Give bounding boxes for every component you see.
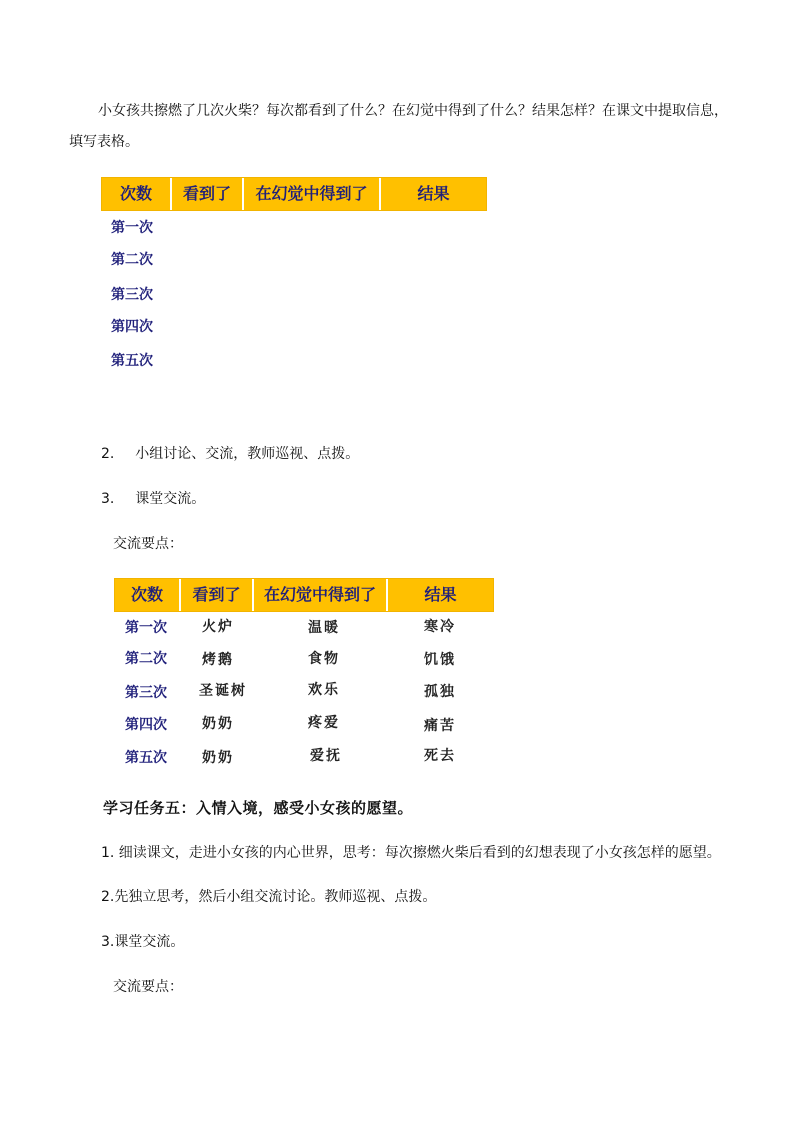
table2-cell-got: 欢乐 (308, 682, 340, 698)
table2-cell-seen: 奶奶 (202, 750, 234, 766)
table2-cell-seen: 烤鹅 (202, 652, 234, 668)
table2-cell-seen: 奶奶 (202, 716, 234, 732)
task5-points-label: 交流要点： (113, 979, 183, 995)
table2-row-label: 第三次 (125, 685, 167, 701)
intro-line-1: 小女孩共擦燃了几次火柴？每次都看到了什么？在幻觉中得到了什么？结果怎样？在课文中提取信息， (98, 103, 728, 119)
table2-row-label: 第四次 (125, 717, 167, 733)
table1-row-label: 第一次 (111, 220, 153, 236)
table2-cell-got: 疼爱 (308, 715, 340, 731)
table2-header (114, 578, 494, 612)
points-label: 交流要点： (113, 536, 183, 552)
table2-cell-result: 寒冷 (424, 619, 456, 635)
table2-row-label: 第二次 (125, 651, 167, 667)
table1-row-label: 第二次 (111, 252, 153, 268)
task5-item: 2.先独立思考，然后小组交流讨论。教师巡视、点拨。 (101, 889, 437, 905)
task5-heading: 学习任务五：入情入境，感受小女孩的愿望。 (103, 799, 414, 817)
task5-item: 3.课堂交流。 (101, 934, 185, 950)
intro-line-2: 填写表格。 (69, 134, 139, 150)
step-text: 小组讨论、交流，教师巡视、点拨。 (135, 446, 360, 462)
table1-row-label: 第三次 (111, 287, 153, 303)
table1-row-label: 第四次 (111, 319, 153, 335)
table1-header (101, 177, 487, 211)
table2-header-got: 在幻觉中得到了 (254, 579, 388, 611)
table2-cell-seen: 圣诞树 (199, 683, 247, 699)
table1-header-got: 在幻觉中得到了 (244, 178, 381, 210)
table2-cell-result: 孤独 (424, 684, 456, 700)
table2-cell-seen: 火炉 (202, 619, 234, 635)
table2-cell-got: 温暖 (308, 620, 340, 636)
table2-cell-got: 食物 (308, 651, 340, 667)
table2-header-seen: 看到了 (181, 579, 254, 611)
step-number: 3. (101, 491, 115, 507)
table2-header-result: 结果 (388, 579, 493, 611)
table2-cell-result: 死去 (424, 748, 456, 764)
task5-item: 1. 细读课文，走进小女孩的内心世界，思考：每次擦燃火柴后看到的幻想表现了小女孩怎样的愿望。 (101, 845, 721, 861)
table1-row-label: 第五次 (111, 353, 153, 369)
step-item (101, 444, 359, 464)
table1-header-seen: 看到了 (172, 178, 244, 210)
table1-header-result: 结果 (381, 178, 486, 210)
step-number: 2. (101, 446, 115, 462)
step-text: 课堂交流。 (135, 491, 206, 507)
table2-cell-got: 爱抚 (310, 748, 342, 764)
table2-cell-result: 痛苦 (424, 718, 456, 734)
table2-row-label: 第五次 (125, 750, 167, 766)
table2-cell-result: 饥饿 (424, 652, 456, 668)
step-item (101, 489, 205, 509)
table2-header-count: 次数 (115, 579, 181, 611)
table1-header-count: 次数 (102, 178, 172, 210)
table2-row-label: 第一次 (125, 620, 167, 636)
